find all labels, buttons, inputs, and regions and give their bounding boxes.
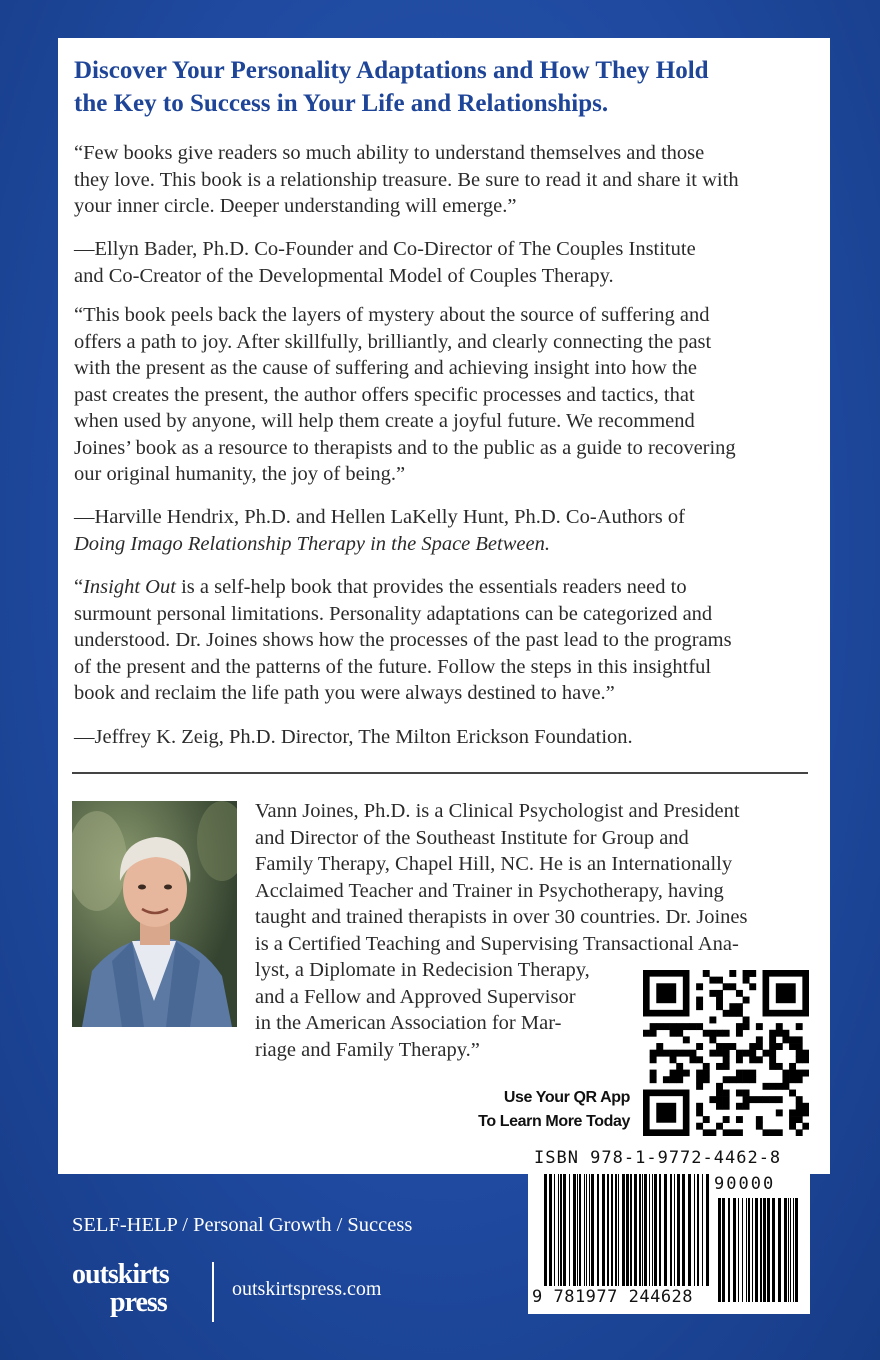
back-cover-panel (58, 38, 830, 1174)
quote-line: your inner circle. Deeper understanding will emerge.” (74, 195, 517, 217)
endorsement-attribution-3 (74, 724, 812, 751)
qr-code-graphic (643, 970, 809, 1136)
quote-line: “Few books give readers so much ability to understand themselves and those (74, 142, 705, 164)
qr-caption (478, 1086, 630, 1134)
quote-line: surmount personal limitations. Personality adaptations can be categorized and (74, 602, 713, 625)
attribution-line: and Co-Creator of the Developmental Model of Couples Therapy. (74, 264, 614, 287)
bio-short-block (255, 957, 629, 1063)
headline-line: the Key to Success in Your Life and Relationships. (74, 90, 609, 117)
price-code: 90000 (714, 1174, 776, 1194)
barcode-number: 9 781977 244628 (532, 1287, 694, 1307)
author-photo (72, 801, 237, 1027)
headline (74, 54, 820, 120)
quote-line: Joines’ book as a resource to therapists and to the public as a guide to recovering (74, 436, 736, 459)
bio-line: taught and trained therapists in over 30 countries. Dr. Joines (255, 906, 748, 928)
divider-rule (72, 772, 808, 774)
bio-line: Family Therapy, Chapel Hill, NC. He is an Internationally (255, 853, 733, 875)
quote-line: understood. Dr. Joines shows how the processes of the past lead to the programs (74, 629, 732, 651)
endorsement-attribution-1 (74, 236, 812, 289)
open-quote: “ (74, 576, 84, 598)
qr-caption-line: Use Your QR App (503, 1089, 630, 1106)
isbn-text: ISBN 978-1-9772-4462-8 (534, 1148, 782, 1168)
isbn-barcode (528, 1146, 810, 1314)
quote-line: book and reclaim the life path you were always destined to have.” (74, 682, 615, 704)
quote-line: past creates the present, the author offers specific processes and tactics, that (74, 383, 695, 406)
endorsement-attribution-2 (74, 504, 812, 557)
headline-line: Discover Your Personality Adaptations and How They Hold (74, 57, 709, 84)
quote-line: offers a path to joy. After skillfully, brilliantly, and clearly connecting the past (74, 330, 712, 353)
endorsement-quote-1 (74, 140, 808, 220)
book-title-italic: Doing Imago Relationship Therapy in the Space Between. (74, 532, 550, 555)
quote-line: our original humanity, the joy of being.” (74, 463, 406, 485)
quote-line: of the present and the patterns of the future. Follow the steps in this insightful (74, 655, 712, 678)
bio-line: Acclaimed Teacher and Trainer in Psychotherapy, having (255, 879, 724, 902)
publisher-logo (72, 1259, 196, 1326)
publisher-url[interactable]: outskirtspress.com (232, 1278, 382, 1300)
category-label: SELF-HELP / Personal Growth / Success (72, 1214, 413, 1236)
bio-line: is a Certified Teaching and Supervising Transactional Ana- (255, 932, 739, 955)
bio-line: Vann Joines, Ph.D. is a Clinical Psychologist and President (255, 800, 740, 822)
quote-line: they love. This book is a relationship treasure. Be sure to read it and share it with (74, 168, 739, 191)
qr-caption-line: To Learn More Today (478, 1113, 630, 1130)
bio-line: and Director of the Southeast Institute for Group and (255, 826, 689, 849)
attribution-line: —Harville Hendrix, Ph.D. and Hellen LaKelly Hunt, Ph.D. Co-Authors of (74, 506, 685, 528)
quote-line: with the present as the cause of suffering and achieving insight into how the (74, 357, 698, 379)
quote-line: when used by anyone, will help them create a joyful future. We recommend (74, 410, 695, 432)
quote-line-first (74, 574, 808, 601)
bio-line: riage and Family Therapy.” (255, 1038, 480, 1061)
publisher-logo-bottom: press (110, 1287, 167, 1318)
bio-line: and a Fellow and Approved Supervisor (255, 985, 576, 1008)
attribution-line: —Jeffrey K. Zeig, Ph.D. Director, The Milton Erickson Foundation. (74, 726, 633, 748)
endorsement-quote-2 (74, 302, 808, 488)
quote-line: “This book peels back the layers of mystery about the source of suffering and (74, 304, 710, 326)
publisher-divider (212, 1262, 214, 1322)
attribution-line: —Ellyn Bader, Ph.D. Co-Founder and Co-Director of The Couples Institute (74, 238, 696, 260)
quote-text: is a self-help book that provides the essentials readers need to (175, 576, 687, 598)
bio-line: in the American Association for Mar- (255, 1012, 562, 1034)
qr-code[interactable] (643, 970, 809, 1136)
endorsement-quote-3 (74, 574, 808, 707)
book-title-italic: Insight Out (83, 576, 176, 598)
publisher-logo-top: outskirts (72, 1259, 169, 1290)
bio-line: lyst, a Diplomate in Redecision Therapy, (255, 959, 590, 981)
